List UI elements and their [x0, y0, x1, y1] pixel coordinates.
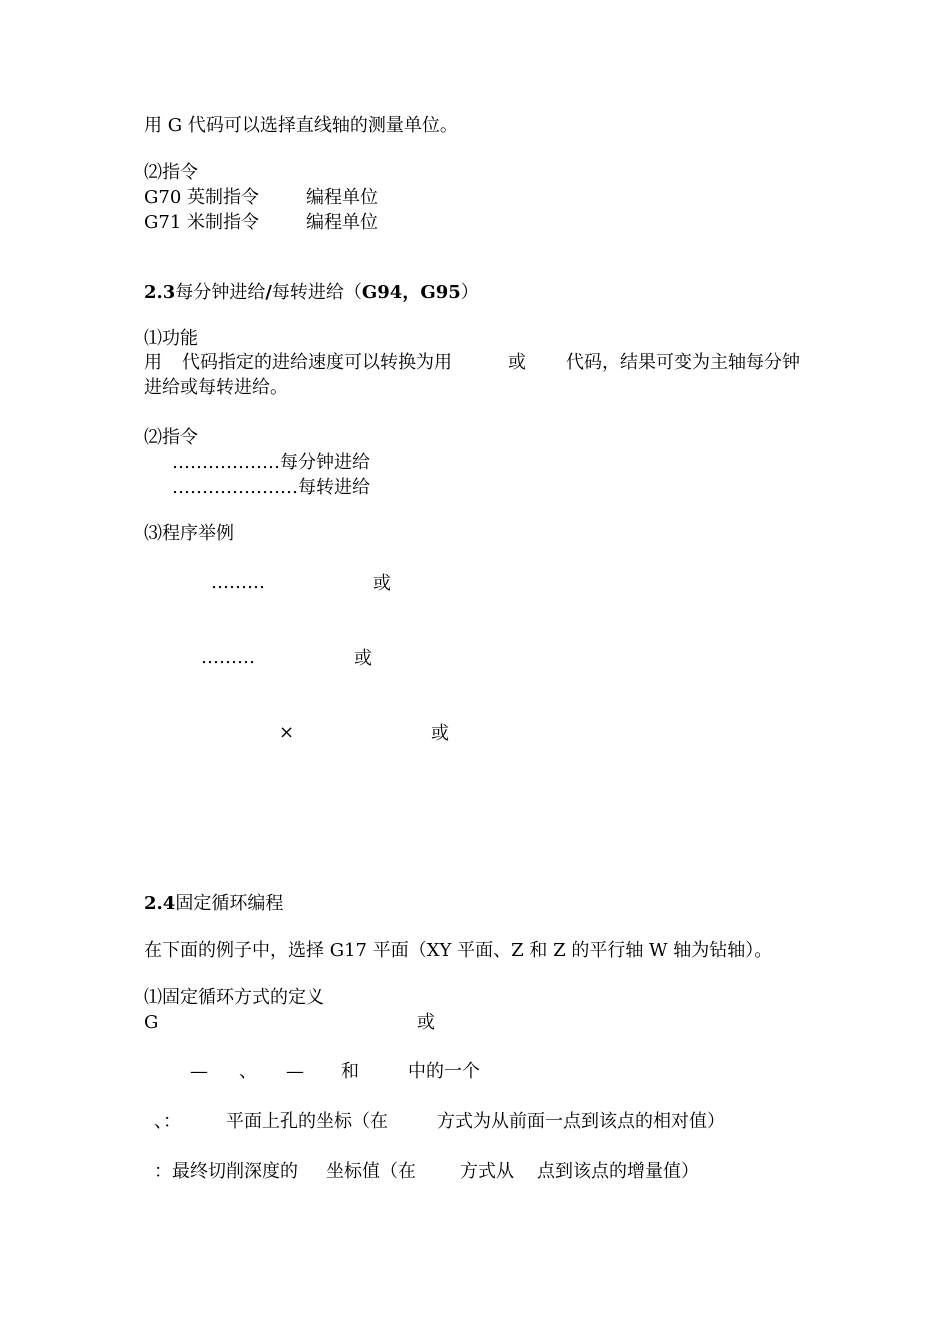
- example-dots-2: ………: [201, 647, 255, 668]
- subheading-command-2: ⑵指令: [144, 427, 198, 448]
- function-text-d: 代码，结果可变为主轴每分钟: [566, 352, 800, 373]
- function-text-b: 代码指定的进给速度可以转换为用: [182, 352, 452, 373]
- g71-line: G71 米制指令: [144, 212, 260, 233]
- param-xy-desc: 平面上孔的坐标（在: [226, 1111, 388, 1132]
- subheading-example: ⑶程序举例: [144, 523, 234, 544]
- example-dots-1: ………: [211, 572, 265, 593]
- cycle-range-comma: 、: [239, 1061, 257, 1082]
- param-z-desc-4: 点到该点的增量值）: [537, 1161, 699, 1182]
- example-or-1: 或: [373, 573, 391, 594]
- command-feed-per-minute: ………………每分钟进给: [172, 452, 370, 473]
- section-title-canned-cycle: 固定循环编程: [175, 893, 284, 914]
- param-xy-desc-2: 方式为从前面一点到该点的相对值）: [437, 1111, 725, 1132]
- cycle-format-or: 或: [417, 1012, 435, 1033]
- example-times: ×: [279, 722, 295, 743]
- function-text-c: 或: [508, 352, 526, 373]
- g70-line: G70 英制指令: [144, 187, 260, 208]
- subheading-command: ⑵指令: [144, 162, 198, 183]
- function-text-cont: 进给或每转进给。: [144, 377, 288, 398]
- section-heading-2-3: [144, 282, 479, 304]
- cycle-range-and: 和: [341, 1061, 359, 1082]
- section-heading-2-4: [144, 893, 283, 915]
- example-or-2: 或: [354, 648, 372, 669]
- param-z-desc: ：最终切削深度的: [154, 1161, 298, 1182]
- section-slash: /: [265, 282, 272, 303]
- section-title-2: 每转进给（: [271, 282, 362, 303]
- param-z-desc-2: 坐标值（在: [326, 1161, 416, 1182]
- cycle-range-dash-1: —: [190, 1061, 208, 1082]
- g70-description: 编程单位: [306, 187, 378, 208]
- section-number: 2.3: [144, 282, 176, 303]
- section-close: ）: [460, 282, 479, 303]
- command-feed-per-rev: …………………每转进给: [172, 477, 370, 498]
- subheading-cycle-definition: ⑴固定循环方式的定义: [144, 987, 324, 1008]
- cycle-format-g: G: [144, 1012, 159, 1033]
- subheading-function: ⑴功能: [144, 328, 198, 349]
- section-codes: G94，G95: [361, 282, 461, 303]
- cycle-range-one-of: 中的一个: [408, 1061, 480, 1082]
- param-z-desc-3: 方式从: [460, 1161, 514, 1182]
- section-title: 每分钟进给: [175, 282, 266, 303]
- cycle-range-dash-2: —: [286, 1061, 304, 1082]
- paragraph-g-code-units: 用 G 代码可以选择直线轴的测量单位。: [144, 115, 458, 136]
- example-or-3: 或: [431, 723, 449, 744]
- function-text-a: 用: [144, 352, 162, 373]
- paragraph-g17-plane: 在下面的例子中，选择 G17 平面（XY 平面、Z 和 Z 的平行轴 W 轴为钻轴）。: [144, 940, 773, 961]
- g71-description: 编程单位: [306, 212, 378, 233]
- section-number-2: 2.4: [144, 893, 176, 914]
- param-xy-sep: 、：: [154, 1111, 181, 1132]
